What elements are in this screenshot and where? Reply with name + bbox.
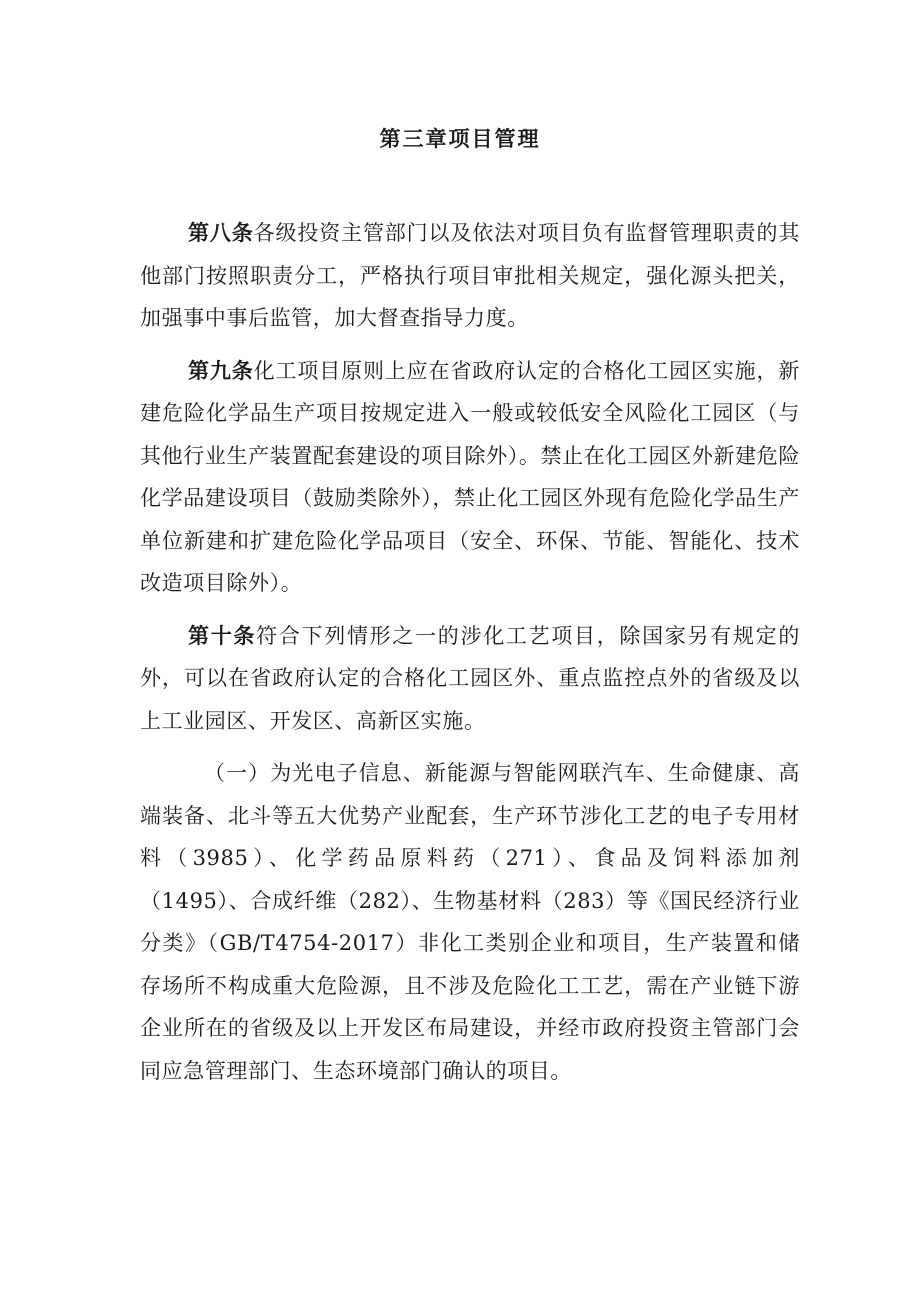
document-body — [140, 212, 800, 1102]
article-10-item-1: （一）为光电子信息、新能源与智能网联汽车、生命健康、高端装备、北斗等五大优势产业配套，生产环节涉化工艺的电子专用材料（3985）、化学药品原料药（271）、食品及饲料添加剂（1495）、合成纤维（282）、生物基材料（283）等《国民经济行业分类》（GB/T4754-2017）非化工类别企业和项目，生产装置和储存场所不构成重大危险源，且不涉及危险化工工艺，需在产业链下游企业所在的省级及以上开发区布局建设，并经市政府投资主管部门会同应急管理部门、生态环境部门确认的项目。 — [140, 761, 800, 1083]
article-text: 化工项目原则上应在省政府认定的合格化工园区实施，新建危险化学品生产项目按规定进入一般或较低安全风险化工园区（与其他行业生产装置配套建设的项目除外）。禁止在化工园区外新建危险化学品建设项目（鼓励类除外），禁止化工园区外现有危险化学品生产单位新建和扩建危险化学品项目（安全、环保、节能、智能化、技术改造项目除外）。 — [140, 358, 800, 595]
article-text: 各级投资主管部门以及依法对项目负有监督管理职责的其他部门按照职责分工，严格执行项目审批相关规定，强化源头把关，加强事中事后监管，加大督查指导力度。 — [140, 221, 800, 330]
article-text: 符合下列情形之一的涉化工艺项目，除国家另有规定的外，可以在省政府认定的合格化工园区外、重点监控点外的省级及以上工业园区、开发区、高新区实施。 — [140, 623, 800, 733]
article-10 — [140, 615, 800, 743]
article-label: 第十条 — [188, 622, 257, 648]
chapter-title: 第三章项目管理 — [379, 126, 541, 151]
article-8 — [140, 212, 800, 340]
article-label: 第九条 — [188, 357, 254, 383]
article-9 — [140, 350, 800, 605]
article-label: 第八条 — [188, 220, 254, 245]
